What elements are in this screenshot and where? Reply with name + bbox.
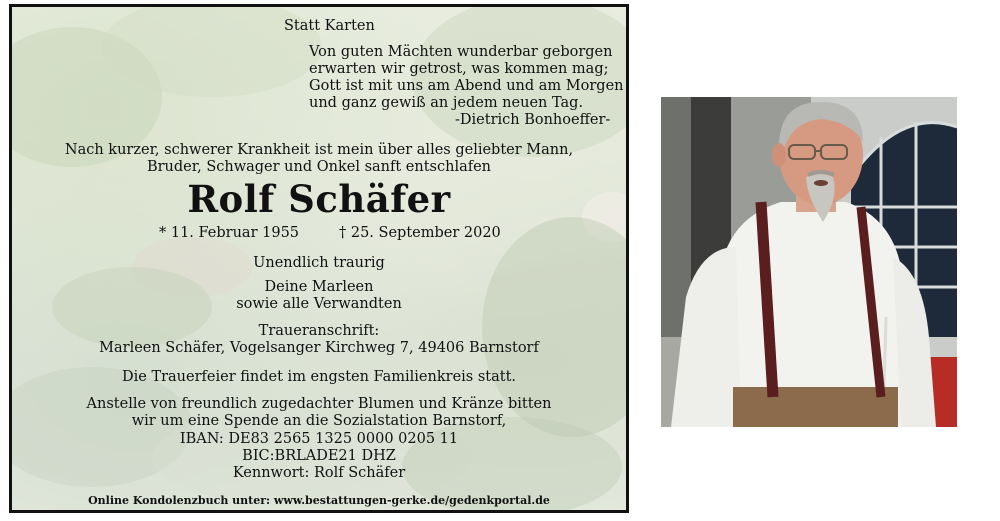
deceased-name: Rolf Schäfer — [187, 177, 451, 221]
address: Marleen Schäfer, Vogelsanger Kirchweg 7, 49406 Barnstorf — [99, 340, 539, 356]
poem-line: erwarten wir getrost, was kommen mag; — [309, 61, 609, 77]
poem-line: Von guten Mächten wunderbar geborgen — [309, 44, 613, 60]
bic: BIC:BRLADE21 DHZ — [242, 448, 396, 464]
signatory-wife: Deine Marleen — [264, 279, 374, 295]
ceremony-note: Die Trauerfeier findet im engsten Familienkreis statt. — [121, 369, 517, 385]
poem-line: und ganz gewiß an jedem neuen Tag. — [309, 95, 584, 111]
death-date: † 25. September 2020 — [339, 225, 501, 241]
donation-line: wir um eine Spende an die Sozialstation Barnstorf, — [131, 413, 507, 429]
poem-author: -Dietrich Bonhoeffer- — [455, 112, 611, 128]
portrait-photo — [661, 97, 957, 427]
condolence-link: Online Kondolenzbuch unter: www.bestattungen-gerke.de/gedenkportal.de — [88, 494, 550, 507]
intro-line: Bruder, Schwager und Onkel sanft entschlafen — [146, 159, 492, 175]
intro-line: Nach kurzer, schwerer Krankheit ist mein über alles geliebter Mann, — [64, 142, 574, 158]
mourning-text: Unendlich traurig — [253, 255, 385, 271]
header: Statt Karten — [284, 18, 375, 34]
poem-line: Gott ist mit uns am Abend und am Morgen — [309, 78, 624, 94]
keyword: Kennwort: Rolf Schäfer — [232, 465, 406, 481]
birth-date: * 11. Februar 1955 — [159, 225, 300, 241]
donation-line: Anstelle von freundlich zugedachter Blumen und Kränze bitten — [86, 396, 552, 412]
iban: IBAN: DE83 2565 1325 0000 0205 11 — [179, 431, 459, 447]
signatory-relatives: sowie alle Verwandten — [236, 296, 402, 312]
death-notice — [9, 4, 629, 513]
address-label: Traueranschrift: — [258, 323, 380, 339]
